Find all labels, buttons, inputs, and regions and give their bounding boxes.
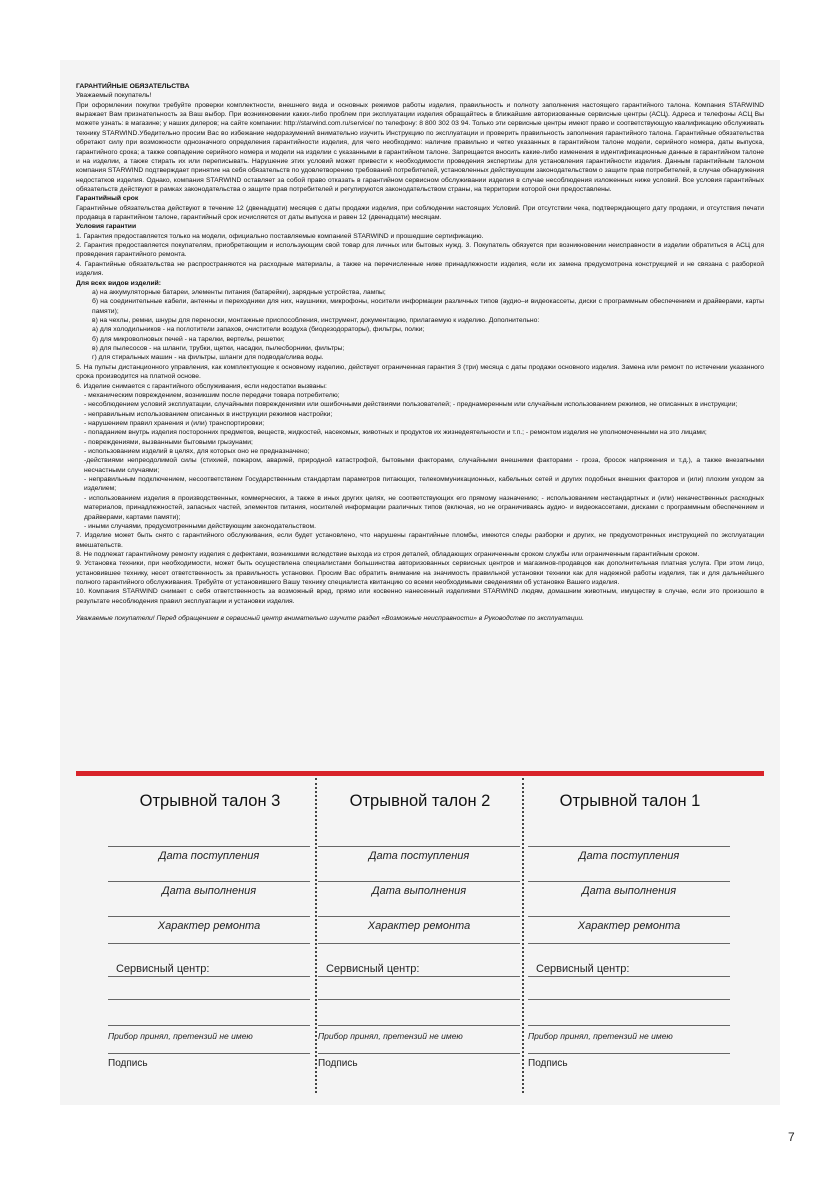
field-line — [318, 1025, 520, 1026]
ticket-title: Отрывной талон 2 — [349, 792, 491, 810]
list-item: - повреждениями, вызванными бытовыми грызунами; — [84, 438, 253, 446]
field-line — [528, 916, 730, 917]
warranty-text — [76, 82, 764, 623]
field-line — [318, 1053, 520, 1054]
tear-off-ticket-2 — [318, 778, 522, 1088]
field-line — [318, 916, 520, 917]
field-line — [108, 916, 310, 917]
signature-label: Подпись — [318, 1058, 358, 1069]
list-item: - неправильным подключением, несоответствием Государственным стандартам параметров питающих, телекоммуникационных, кабельных сетей и других подобных внешних факторов и (или) плохим уходом за изделием; — [84, 476, 764, 493]
list-item: - нарушением правил хранения и (или) транспортировки; — [84, 419, 265, 427]
service-note: Уважаемые покупатели! Перед обращением в сервисный центр внимательно изучите раздел «Возможные неисправности» в Руководстве по эксплуатации. — [76, 615, 585, 623]
field-line — [108, 943, 310, 944]
field-line — [528, 1053, 730, 1054]
tear-off-ticket-1 — [528, 778, 732, 1088]
accent-band — [76, 771, 764, 776]
list-item: - механическим повреждением, возникшим после передачи товара потребителю; — [84, 391, 340, 399]
condition-1: 1. Гарантия предоставляется только на модели, официально поставляемые компанией STARWIND и прошедшие сертификацию. — [76, 232, 484, 240]
field-line — [528, 999, 730, 1000]
tear-off-ticket-3 — [108, 778, 312, 1088]
ticket-title: Отрывной талон 1 — [559, 792, 701, 810]
list-item: - попаданием внутрь изделия посторонних предметов, веществ, жидкостей, насекомых, животных и продуктов их жизнедеятельности и т.п.; - ремонтом изделия не уполномоченными на это лицами; — [84, 429, 707, 437]
list-item: - несоблюдением условий эксплуатации, случайными повреждениями или ошибочными действиями пользователей; - преднамеренным или случайным использованием режимов, не описанных в инструкции; — [84, 401, 738, 409]
service-center-label: Сервисный центр: — [116, 963, 210, 975]
date-completed-label: Дата выполнения — [161, 885, 257, 897]
condition-5: 5. На пульты дистанционного управления, как комплектующие к основному изделию, действует ограниченная гарантия 3 (три) месяца с даты продажи основного изделия. Замена или ремонт по истечении указанного срока производится на платной основе. — [76, 363, 764, 381]
list-item: а) для холодильников - на поглотители запахов, очистители воздуха (биодезодораторы), фильтры, полки; — [92, 326, 425, 334]
ticket-title: Отрывной талон 3 — [139, 792, 281, 810]
field-line — [108, 846, 310, 847]
tear-line-divider — [315, 778, 317, 1093]
intro-paragraph: При оформлении покупки требуйте проверки комплектности, внешнего вида и основных режимов работы изделия, правильность и полноту заполнения настоящего гарантийного талона. Компания STARWIND выражает Вам признательность за Ваш выбор. При возникновении каких-либо проблем при эксплуатации изделия обращайтесь в ближайшие авторизованные сервисные центры (АСЦ). Адреса и телефоны АСЦ Вы можете узнать: в магазине; у наших дилеров; на сайте компании: http://starwind.com.ru/service/ по телефону: 8 800 302 03 94. Только эти сервисные центры имеют право и соответствующую квалификацию обслуживать технику STARWIND.Убедительно просим Вас во избежание недоразумений внимательно изучить Инструкцию по эксплуатации и проверить правильность заполнения гарантийного талона. Гарантийные обязательства обретают силу при возможности однозначного определения гарантийности изделия, для чего необходимо: наличие правильно и четко указанных в гарантийном талоне модели, серийного номера, даты выпуска, гарантийного срока; а также совпадение серийного номера и модели на изделии с указанными в гарантийном талоне. Запрещается вносить какие-либо изменения в идентификационные данные в гарантийном талоне и на изделии, а также стирать их или переписывать. Нарушение этих условий может привести к необходимости проведения экспертизы для установления гарантийности изделия. Данным гарантийным талоном компания STARWIND подтверждает принятие на себя обязательств по удовлетворению требований потребителей, установленных действующим законодательством о защите прав потребителей, в случае обнаружения недостатков изделия. Однако, компания STARWIND оставляет за собой право отказать в гарантийном сервисном обслуживании изделия в случае несоблюдения изложенных ниже условий. Все условия гарантийных обязательств действуют в рамках законодательства о защите прав потребителей и регулируются законодательством страны, на территории которой они предоставлены. — [76, 101, 764, 193]
field-line — [108, 1025, 310, 1026]
field-line — [528, 1025, 730, 1026]
field-line — [318, 999, 520, 1000]
repair-nature-label: Характер ремонта — [577, 920, 681, 932]
list-item: - неправильным использованием описанных в инструкции режимов настройки; — [84, 410, 333, 418]
field-line — [318, 943, 520, 944]
field-line — [528, 881, 730, 882]
list-item: - иными случаями, предусмотренными действующим законодательством. — [84, 522, 317, 530]
accepted-label: Прибор принял, претензий не имею — [318, 1031, 463, 1041]
date-received-label: Дата поступления — [578, 850, 680, 862]
field-line — [108, 1053, 310, 1054]
list-item: б) на соединительные кабели, антенны и переходники для них, наушники, микрофоны, носители информации различных типов (аудио–и видеокассеты, диски с программным обеспечением и драйверами, карты памяти); — [92, 298, 764, 315]
field-line — [108, 976, 310, 977]
field-line — [108, 881, 310, 882]
condition-7: 7. Изделие может быть снято с гарантийного обслуживания, если будет установлено, что нарушены гарантийные пломбы, имеются следы разборки и других, не предусмотренных инструкцией по эксплуатации вмешательств. — [76, 532, 764, 549]
date-received-label: Дата поступления — [158, 850, 260, 862]
field-line — [528, 976, 730, 977]
condition-2: 2. Гарантия предоставляется покупателям, приобретающим и использующим свой товар для личных или бытовых нужд. 3. Покупатель обязуется при возникновении неисправности в изделии обратиться в АСЦ для проведения гарантийного ремонта. — [76, 242, 764, 259]
greeting: Уважаемый покупатель! — [76, 92, 152, 100]
conditions-title: Условия гарантии — [76, 223, 137, 231]
condition-9: 9. Установка техники, при необходимости, может быть осуществлена специалистами большинства авторизованных сервисных центров и магазинов-продавцов как дополнительная платная услуга. При этом лицо, установившее технику, несет ответственность за правильность установки. Просим Вас обратить внимание на значимость правильной установки техники как для надежной работы изделия, так и для дальнейшего полного гарантийного обслуживания. Требуйте от установившего Вашу технику специалиста квитанцию со всеми необходимыми сведениями об установке Вашего изделия. — [76, 560, 764, 587]
service-center-label: Сервисный центр: — [326, 963, 420, 975]
page-number: 7 — [788, 1130, 795, 1144]
field-line — [318, 881, 520, 882]
field-line — [318, 846, 520, 847]
condition-10: 10. Компания STARWIND снимает с себя ответственность за возможный вред, прямо или косвенно нанесенный изделиями STARWIND людям, домашним животным, имуществу в случае, если это произошло в результате несоблюдения правил эксплуатации и установки изделия. — [76, 588, 764, 605]
list-item: -действиями непреодолимой силы (стихией, пожаром, аварией, природной катастрофой, бытовыми факторами, случайными внешними факторами - гроза, бросок напряжения и т.д.), а также внезапными несчастными случаями; — [84, 457, 764, 474]
all-products-title: Для всех видов изделий: — [76, 279, 162, 287]
repair-nature-label: Характер ремонта — [367, 920, 471, 932]
period-text: Гарантийные обязательства действуют в течение 12 (двенадцати) месяцев с даты продажи изделия, при соблюдении настоящих Условий. При отсутствии чека, подтверждающего дату продажи, и отсутствия печати продавца в гарантийном талоне, гарантийный срок исчисляется от даты выпуска и равен 12 (двенадцати) месяцам. — [76, 204, 764, 222]
field-line — [108, 999, 310, 1000]
list-item: б) для микроволновых печей - на тарелки, вертелы, решетки; — [92, 335, 285, 343]
condition-8: 8. Не подлежат гарантийному ремонту изделия с дефектами, возникшими вследствие выхода из строя деталей, обладающих ограниченным сроком службы или ограниченным гарантийным сроком. — [76, 550, 700, 558]
condition-6: 6. Изделие снимается с гарантийного обслуживания, если недостатки вызваны: — [76, 382, 327, 390]
date-completed-label: Дата выполнения — [371, 885, 467, 897]
list-item: - использованием изделий в целях, для которых оно не предназначено; — [84, 448, 310, 456]
service-center-label: Сервисный центр: — [536, 963, 630, 975]
list-item: в) на чехлы, ремни, шнуры для переноски, монтажные приспособления, инструмент, документацию, прилагаемую к изделию. Дополнительно: — [92, 316, 540, 324]
signature-label: Подпись — [108, 1058, 148, 1069]
warranty-title: ГАРАНТИЙНЫЕ ОБЯЗАТЕЛЬСТВА — [76, 83, 190, 90]
repair-nature-label: Характер ремонта — [157, 920, 261, 932]
list-item: - использованием изделия в производственных, коммерческих, а также в иных других целях, не соответствующих его прямому назначению; - использованием нестандартных и (или) некачественных расходных материалов, принадлежностей, запасных частей, элементов питания, носителей информации различных типов (включая, но не ограничиваясь аудио- и видеокассетами, дисками с программным обеспечением и драйверами, картами памяти); — [84, 494, 764, 521]
list-item: г) для стиральных машин - на фильтры, шланги для подвода/слива воды. — [92, 354, 324, 362]
date-received-label: Дата поступления — [368, 850, 470, 862]
accepted-label: Прибор принял, претензий не имею — [528, 1031, 673, 1041]
field-line — [528, 943, 730, 944]
accepted-label: Прибор принял, претензий не имею — [108, 1031, 253, 1041]
field-line — [528, 846, 730, 847]
tear-line-divider — [522, 778, 524, 1093]
condition-4: 4. Гарантийные обязательства не распространяются на расходные материалы, а также на перечисленные ниже принадлежности изделия, если их замена предусмотрена конструкцией и не связана с разборкой изделия. — [76, 260, 764, 278]
date-completed-label: Дата выполнения — [581, 885, 677, 897]
list-item: а) на аккумуляторные батареи, элементы питания (батарейки), зарядные устройства, лампы; — [92, 288, 386, 296]
signature-label: Подпись — [528, 1058, 568, 1069]
list-item: в) для пылесосов - на шланги, трубки, щетки, насадки, пылесборники, фильтры; — [92, 345, 345, 353]
field-line — [318, 976, 520, 977]
period-title: Гарантийный срок — [76, 195, 139, 203]
